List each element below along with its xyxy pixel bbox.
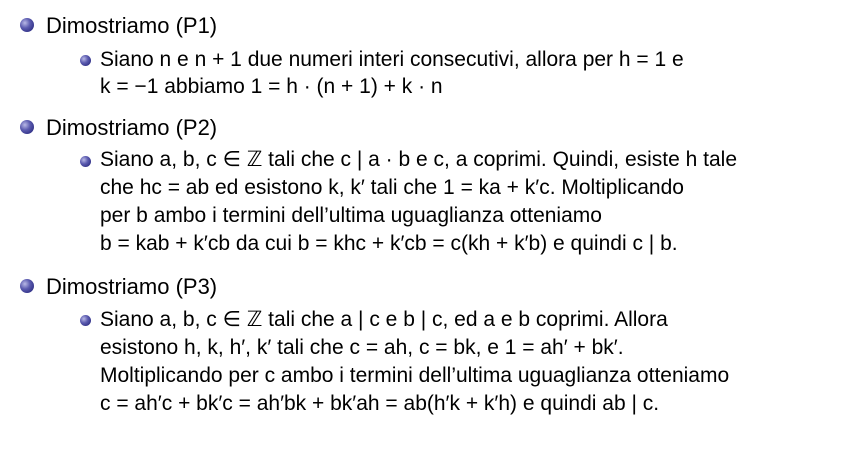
- text-line: c = ah′c + bk′c = ah′bk + bk′ah = ab(h′k + k′h) e quindi ab | c.: [100, 392, 660, 415]
- text-line: b = kab + k′cb da cui b = khc + k′cb = c(kh + k′b) e quindi c | b.: [100, 232, 678, 255]
- sub-bullet-icon: [80, 156, 91, 167]
- text-line: Moltiplicando per c ambo i termini dell’ultima uguaglianza otteniamo: [100, 364, 730, 387]
- heading-p3: Dimostriamo (P3): [46, 274, 218, 299]
- text-line: esistono h, k, h′, k′ tali che c = ah, c = bk, e 1 = ah′ + bk′.: [100, 336, 624, 359]
- heading-p1: Dimostriamo (P1): [46, 13, 218, 38]
- bullet-icon: [20, 120, 34, 134]
- text-line: per b ambo i termini dell’ultima uguaglianza otteniamo: [100, 204, 602, 227]
- sub-bullet-icon: [80, 315, 91, 326]
- text-line: Siano a, b, c ∈ ℤ tali che c | a · b e c, a coprimi. Quindi, esiste h tale: [100, 148, 738, 171]
- heading-p2: Dimostriamo (P2): [46, 115, 218, 140]
- bullet-icon: [20, 18, 34, 32]
- bullet-icon: [20, 279, 34, 293]
- text-line: Siano a, b, c ∈ ℤ tali che a | c e b | c, ed a e b coprimi. Allora: [100, 308, 668, 331]
- text-line: k = −1 abbiamo 1 = h · (n + 1) + k · n: [100, 75, 443, 98]
- sub-bullet-icon: [80, 55, 91, 66]
- text-line: Siano n e n + 1 due numeri interi consecutivi, allora per h = 1 e: [100, 48, 684, 71]
- text-line: che hc = ab ed esistono k, k′ tali che 1 = ka + k′c. Moltiplicando: [100, 176, 684, 199]
